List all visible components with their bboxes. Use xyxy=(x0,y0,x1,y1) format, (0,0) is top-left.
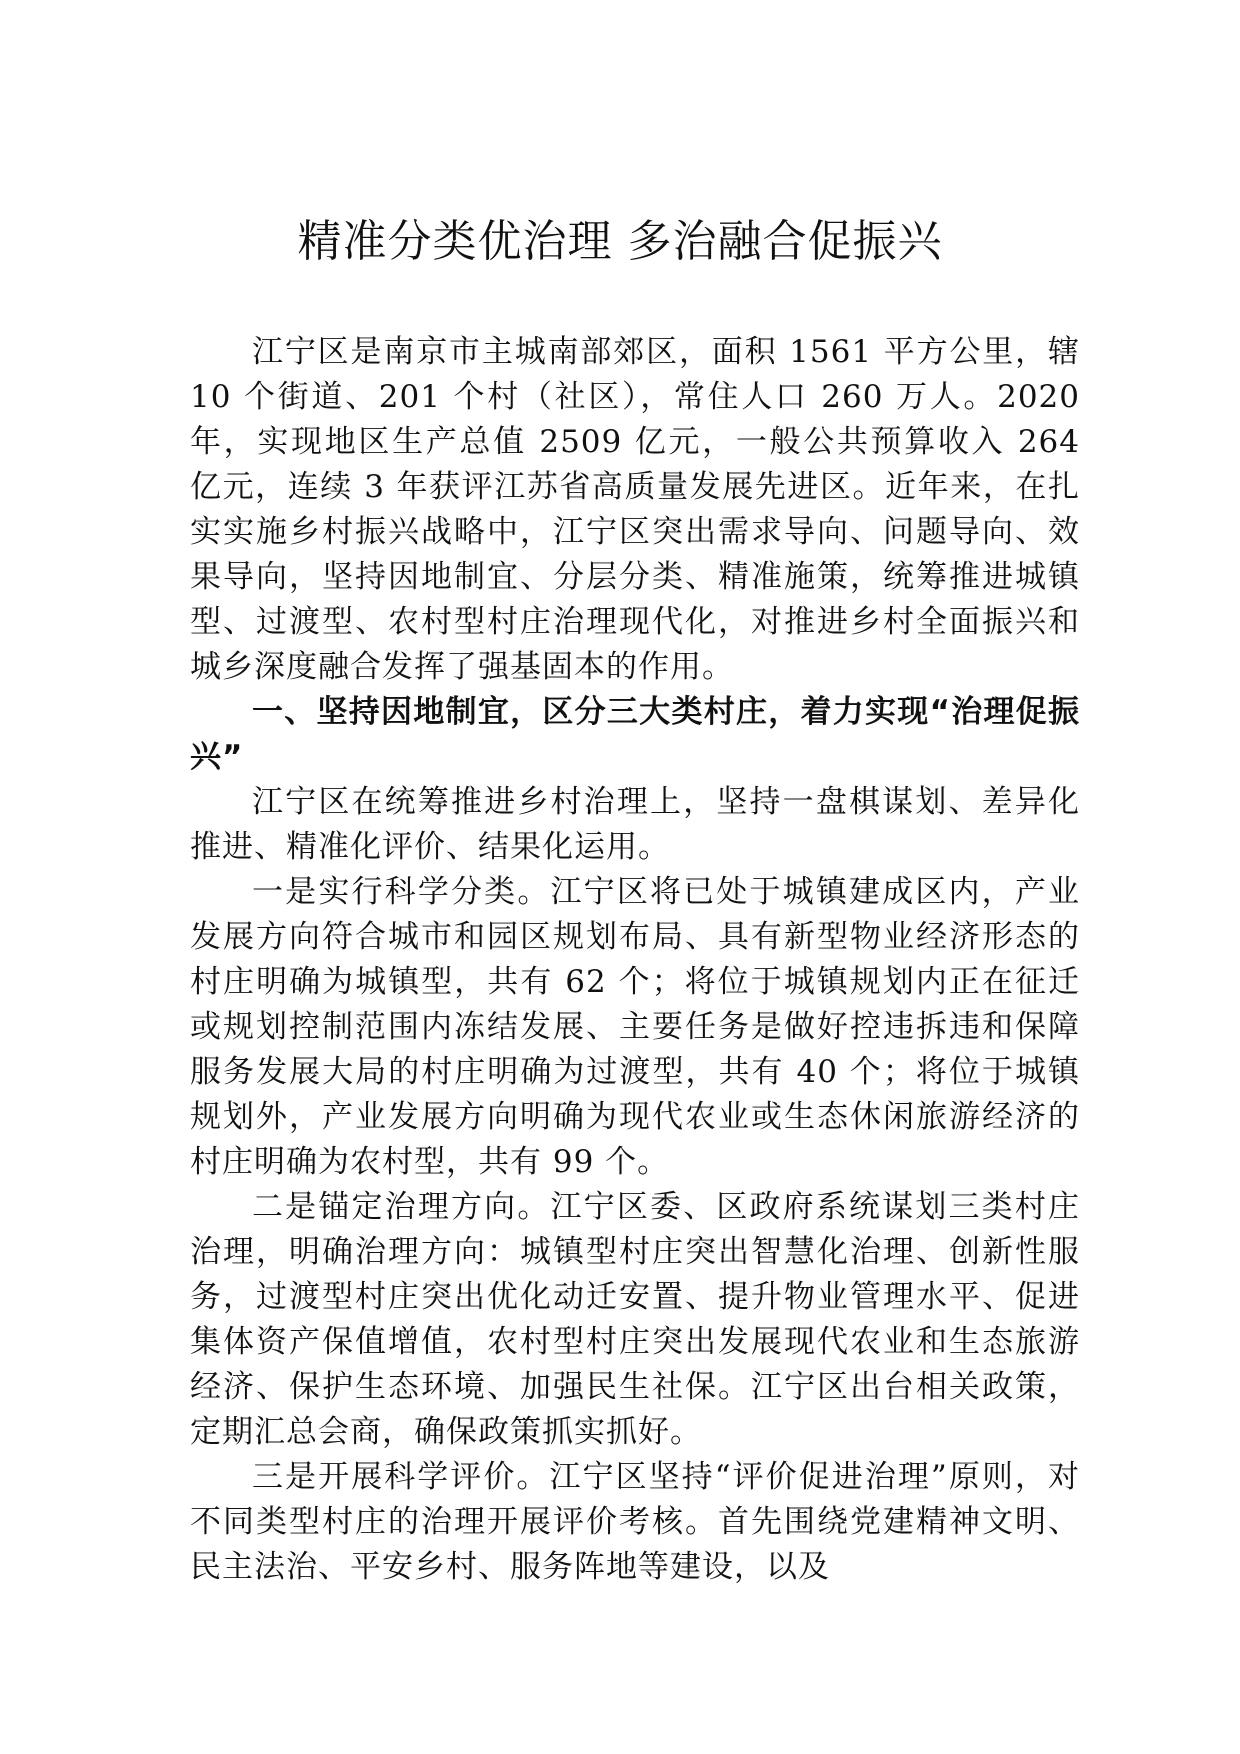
point-2-paragraph: 二是锚定治理方向。江宁区委、区政府系统谋划三类村庄治理，明确治理方向：城镇型村庄突出智慧化治理、创新性服务，过渡型村庄突出优化动迁安置、提升物业管理水平、促进集体资产保值增值，农村型村庄突出发展现代农业和生态旅游经济、保护生态环境、加强民生社保。江宁区出台相关政策，定期汇总会商，确保政策抓实抓好。 xyxy=(190,1189,1080,1450)
point-3-paragraph: 三是开展科学评价。江宁区坚持“评价促进治理”原则，对不同类型村庄的治理开展评价考核。首先围绕党建精神文明、民主法治、平安乡村、服务阵地等建设，以及 xyxy=(190,1459,1080,1585)
document-title: 精准分类优治理 多治融合促振兴 xyxy=(297,216,943,267)
section-heading-1: 一、坚持因地制宜，区分三大类村庄，着力实现“治理促振兴” xyxy=(190,694,1080,775)
point-1-paragraph: 一是实行科学分类。江宁区将已处于城镇建成区内，产业发展方向符合城市和园区规划布局、具有新型物业经济形态的村庄明确为城镇型，共有 62 个；将位于城镇规划内正在征迁或规划控制范围内冻结发展、主要任务是做好控违拆违和保障服务发展大局的村庄明确为过渡型，共有 40 个；将位于城镇规划外，产业发展方向明确为现代农业或生态休闲旅游经济的村庄明确为农村型，共有 99 个。 xyxy=(190,874,1080,1180)
intro-paragraph: 江宁区是南京市主城南部郊区，面积 1561 平方公里，辖 10 个街道、201 个村（社区），常住人口 260 万人。2020 年，实现地区生产总值 2509 亿元，一般公共预算收入 264 亿元，连续 3 年获评江苏省高质量发展先进区。近年来，在扎实实施乡村振兴战略中，江宁区突出需求导向、问题导向、效果导向，坚持因地制宜、分层分类、精准施策，统筹推进城镇型、过渡型、农村型村庄治理现代化，对推进乡村全面振兴和城乡深度融合发挥了强基固本的作用。 xyxy=(190,334,1080,685)
section-1-lead-paragraph: 江宁区在统筹推进乡村治理上，坚持一盘棋谋划、差异化推进、精准化评价、结果化运用。 xyxy=(190,784,1080,865)
document-body xyxy=(190,330,1080,1590)
